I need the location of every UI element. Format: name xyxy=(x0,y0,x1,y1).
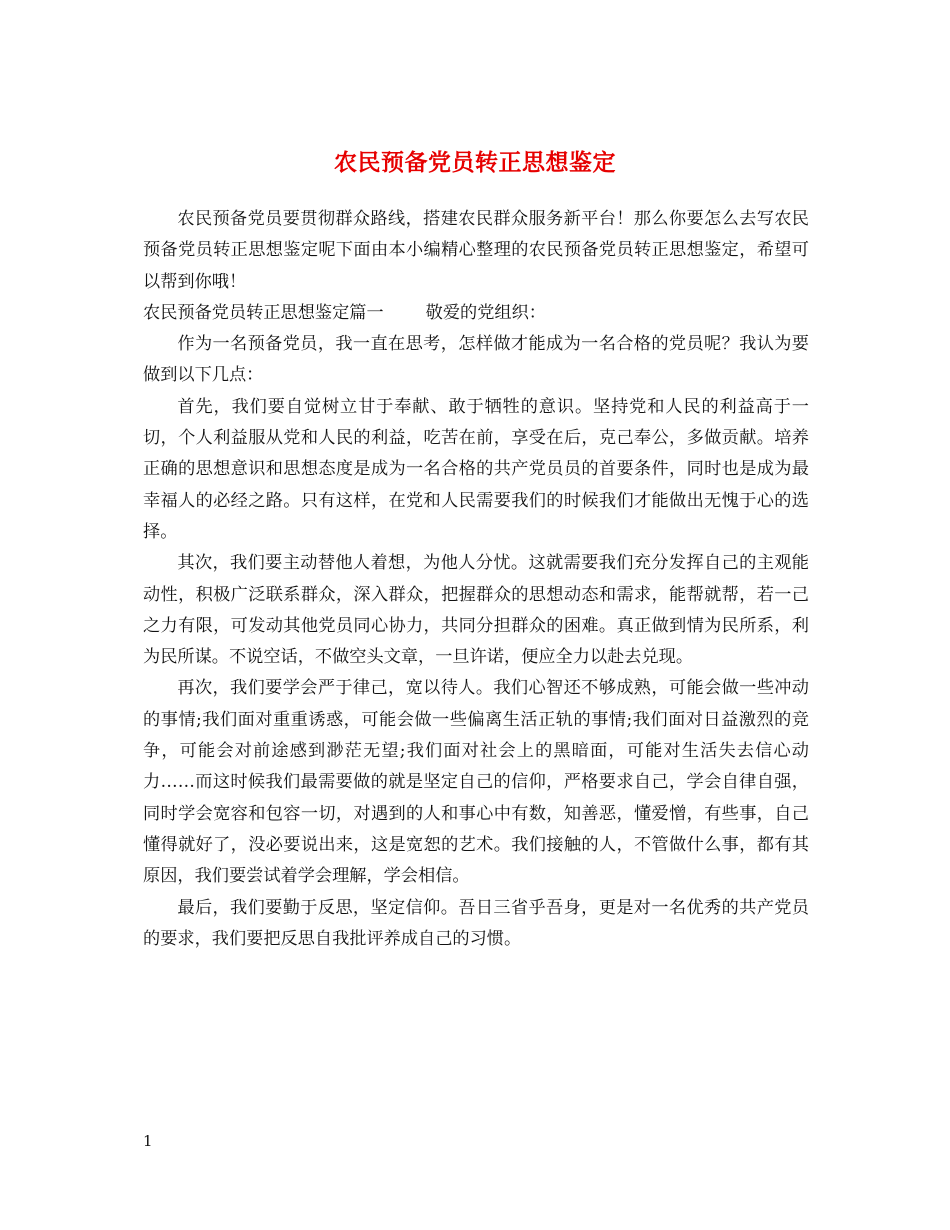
document-title: 农民预备党员转正思想鉴定 xyxy=(334,149,616,177)
intro-paragraph: 农民预备党员要贯彻群众路线，搭建农民群众服务新平台！那么你要怎么去写农民预备党员转正思想鉴定呢下面由本小编精心整理的农民预备党员转正思想鉴定，希望可以帮到你哦！ xyxy=(143,209,809,292)
section-heading: 农民预备党员转正思想鉴定篇一 xyxy=(143,302,384,323)
body-paragraph-5: 最后，我们要勤于反思，坚定信仰。吾日三省乎吾身，更是对一名优秀的共产党员的要求，我们要把反思自我批评养成自己的习惯。 xyxy=(143,897,809,949)
body-paragraph-4: 再次，我们要学会严于律己，宽以待人。我们心智还不够成熟，可能会做一些冲动的事情;我们面对重重诱惑，可能会做一些偏离生活正轨的事情;我们面对日益激烈的竞争，可能会对前途感到渺茫无望;我们面对社会上的黑暗面，可能对生活失去信心动力……而这时候我们最需要做的就是坚定自己的信仰，严格要求自己，学会自律自强，同时学会宽容和包容一切，对遇到的人和事心中有数，知善恶，懂爱憎，有些事，自己懂得就好了，没必要说出来，这是宽恕的艺术。我们接触的人，不管做什么事，都有其原因，我们要尝试着学会理解，学会相信。 xyxy=(143,678,809,887)
section-heading-row xyxy=(143,298,809,329)
body-paragraph-1: 作为一名预备党员，我一直在思考，怎样做才能成为一名合格的党员呢？我认为要做到以下几点： xyxy=(143,334,809,386)
document-body xyxy=(143,204,809,955)
body-paragraph-2: 首先，我们要自觉树立甘于奉献、敢于牺牲的意识。坚持党和人民的利益高于一切，个人利益服从党和人民的利益，吃苦在前，享受在后，克己奉公，多做贡献。培养正确的思想意识和思想态度是成为一名合格的共产党员员的首要条件，同时也是成为最幸福人的必经之路。只有这样，在党和人民需要我们的时候我们才能做出无愧于心的选择。 xyxy=(143,396,809,542)
page-number: 1 xyxy=(143,1132,153,1150)
body-paragraph-3: 其次，我们要主动替他人着想，为他人分忧。这就需要我们充分发挥自己的主观能动性，积极广泛联系群众，深入群众，把握群众的思想动态和需求，能帮就帮，若一己之力有限，可发动其他党员同心协力，共同分担群众的困难。真正做到情为民所系，利为民所谋。不说空话，不做空头文章，一旦许诺，便应全力以赴去兑现。 xyxy=(143,553,809,668)
salutation: 敬爱的党组织： xyxy=(425,302,546,323)
